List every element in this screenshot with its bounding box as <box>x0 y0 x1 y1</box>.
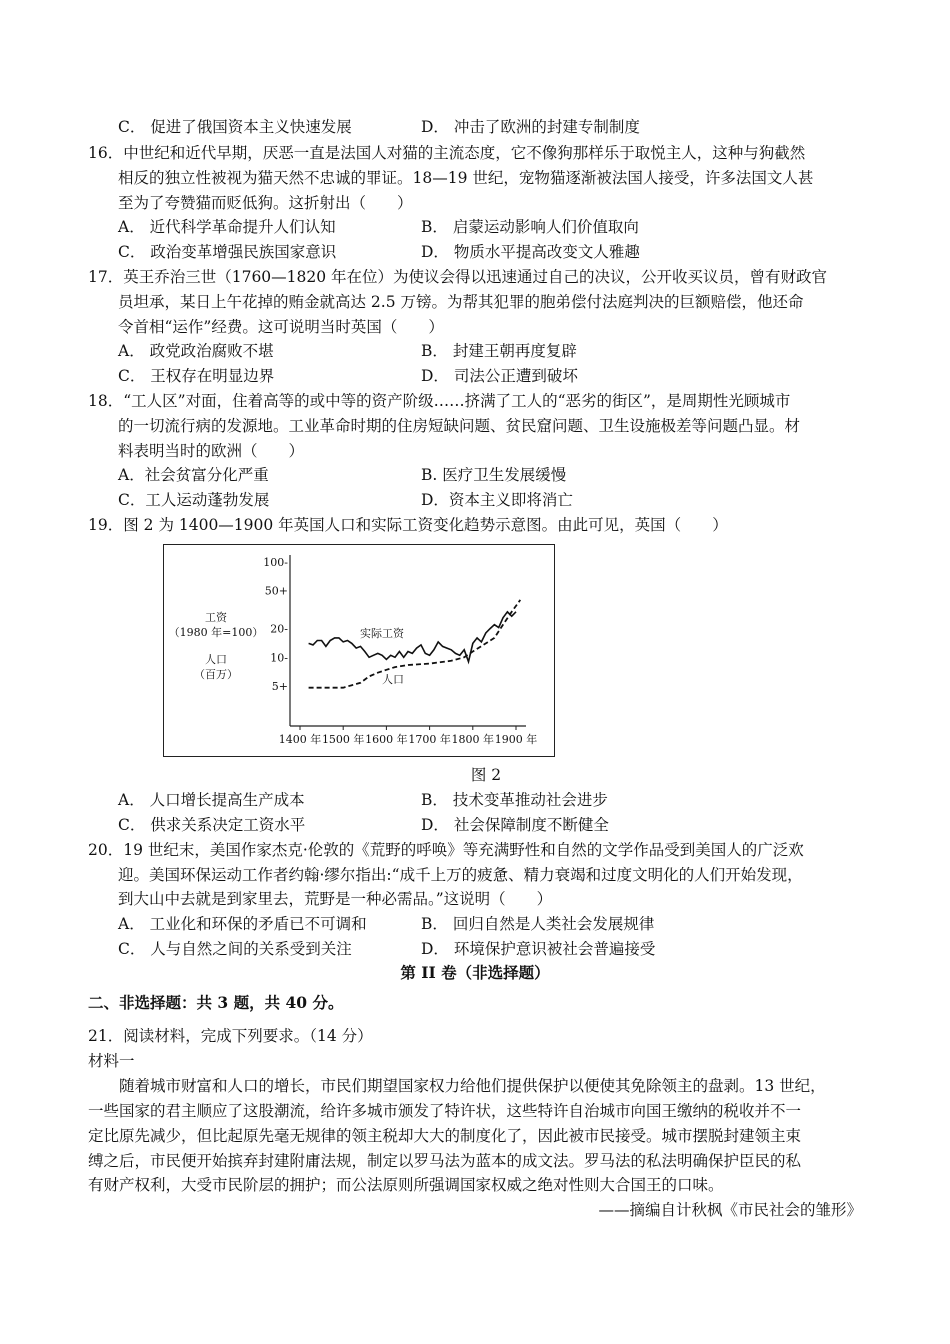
part-two-title: 第 II 卷（非选择题） <box>400 963 550 982</box>
y-tick-label: 5+ <box>271 680 288 693</box>
material-source: ——摘编自计秋枫《市民社会的雏形》 <box>598 1201 862 1219</box>
chart-y-ticks <box>263 556 288 693</box>
chart-series <box>309 600 521 688</box>
y-tick-label: 50+ <box>264 584 288 598</box>
q20-option-b: B． 回归自然是人类社会发展规律 <box>421 915 655 933</box>
x-tick-label: 1700 年 <box>408 733 451 746</box>
material-line-3: 定比原先减少，但比起原先毫无规律的领主税却大大的制度化了，因此被市民接受。城市摆脱封建领主束 <box>88 1127 802 1145</box>
q19-option-d: D． 社会保障制度不断健全 <box>421 816 609 834</box>
q17-option-a: A． 政党政治腐败不堪 <box>118 342 274 360</box>
y-tick-label: 10- <box>270 651 288 665</box>
q19-stem-line-1: 19．图 2 为 1400—1900 年英国人口和实际工资变化趋势示意图。由此可见，英国（ ） <box>88 516 728 534</box>
material-line-4: 缚之后，市民便开始摈弃封建附庸法规，制定以罗马法为蓝本的成文法。罗马法的私法明确保护臣民的私 <box>88 1152 802 1170</box>
material-line-1: 随着城市财富和人口的增长，市民们期望国家权力给他们提供保护以便使其免除领主的盘剥。13 世纪， <box>88 1077 826 1095</box>
q19-option-b: B． 技术变革推动社会进步 <box>421 791 608 809</box>
chart-labels <box>169 610 405 686</box>
series-line-population <box>309 600 521 688</box>
q18-stem-line-2: 的一切流行病的发源地。工业革命时期的住房短缺问题、贫民窟问题、卫生设施极差等问题凸显。材 <box>118 417 801 435</box>
q18-option-a: A．社会贫富分化严重 <box>118 466 269 484</box>
chart-x-ticks <box>279 726 538 746</box>
q16-stem-line-3: 至为了夸赞猫而贬低狗。这折射出（ ） <box>118 194 413 212</box>
x-tick-label: 1500 年 <box>321 733 365 746</box>
q15-option-d: D． 冲击了欧洲的封建专制制度 <box>421 118 640 136</box>
q17-option-c: C． 王权存在明显边界 <box>118 367 275 385</box>
wage-axis-unit: （1980 年=100） <box>168 626 264 639</box>
q16-option-c: C． 政治变革增强民族国家意识 <box>118 243 337 261</box>
figure-2-chart <box>163 544 555 757</box>
q17-stem-line-2: 员坦承，某日上午花掉的贿金就高达 2.5 万镑。为帮其犯罪的胞弟偿付法庭判决的巨额赔偿，他还命 <box>118 293 804 311</box>
q20-stem-line-2: 迎。美国环保运动工作者约翰·缪尔指出:“成千上万的疲惫、精力衰竭和过度文明化的人们开始发现， <box>118 866 803 884</box>
q16-option-a: A． 近代科学革命提升人们认知 <box>118 218 336 236</box>
q19-option-c: C． 供求关系决定工资水平 <box>118 816 306 834</box>
chart-svg <box>164 545 554 756</box>
x-tick-label: 1400 年 <box>278 733 322 746</box>
y-tick-label: 100- <box>263 556 288 569</box>
x-tick-label: 1600 年 <box>365 733 408 746</box>
material-one-label: 材料一 <box>88 1052 135 1070</box>
q21-heading: 21．阅读材料，完成下列要求。（14 分） <box>88 1027 373 1045</box>
q17-stem-line-1: 17．英王乔治三世（1760—1820 年在位）为使议会得以迅速通过自己的决议，公开收买议员，曾有财政官 <box>88 268 828 286</box>
q18-stem-line-3: 料表明当时的欧洲（ ） <box>118 442 305 460</box>
q18-option-c: C．工人运动蓬勃发展 <box>118 491 270 509</box>
q18-option-d: D．资本主义即将消亡 <box>421 491 573 509</box>
figure-caption: 图 2 <box>470 766 502 784</box>
q17-stem-line-3: 令首相“运作”经费。这可说明当时英国（ ） <box>118 318 444 336</box>
material-line-2: 一些国家的君主顺应了这股潮流，给许多城市颁发了特许状，这些特许自治城市向国王缴纳的税收并不一 <box>88 1102 802 1120</box>
population-axis-unit: （百万） <box>194 668 238 681</box>
q17-option-b: B． 封建王朝再度复辟 <box>421 342 577 360</box>
q18-option-b: B. 医疗卫生发展缓慢 <box>421 466 567 484</box>
real-wage-series-label: 实际工资 <box>360 627 404 640</box>
x-tick-label: 1800 年 <box>451 733 495 746</box>
x-tick-label: 1900 年 <box>494 733 538 746</box>
q16-option-d: D． 物质水平提高改变文人雅趣 <box>421 243 640 261</box>
population-axis-title: 人口 <box>205 653 227 666</box>
series-line-real-wage <box>309 612 516 662</box>
q20-stem-line-3: 到大山中去就是到家里去，荒野是一种必需品。”这说明（ ） <box>118 890 553 908</box>
q20-option-d: D． 环境保护意识被社会普遍接受 <box>421 940 656 958</box>
q20-option-c: C． 人与自然之间的关系受到关注 <box>118 940 352 958</box>
wage-axis-title: 工资 <box>205 611 227 624</box>
population-series-label: 人口 <box>382 673 404 686</box>
material-line-5: 有财产权利，大受市民阶层的拥护；而公法原则所强调国家权威之绝对性则大合国王的口味。 <box>88 1176 724 1194</box>
q16-stem-line-1: 16．中世纪和近代早期，厌恶一直是法国人对猫的主流态度，它不像狗那样乐于取悦主人，这种与狗截然 <box>88 144 806 162</box>
part-two-heading: 二、非选择题：共 3 题，共 40 分。 <box>88 993 344 1012</box>
y-tick-label: 20- <box>270 622 288 636</box>
q16-stem-line-2: 相反的独立性被视为猫天然不忠诚的罪证。18—19 世纪，宠物猫逐渐被法国人接受，许多法国文人甚 <box>118 169 814 187</box>
q17-option-d: D． 司法公正遭到破坏 <box>421 367 578 385</box>
q16-option-b: B． 启蒙运动影响人们价值取向 <box>421 218 639 236</box>
q18-stem-line-1: 18．“工人区”对面，住着高等的或中等的资产阶级……挤满了工人的“恶劣的街区”，是周期性光顾城市 <box>88 392 791 410</box>
q20-stem-line-1: 20．19 世纪末，美国作家杰克·伦敦的《荒野的呼唤》等充满野性和自然的文学作品受到美国人的广泛欢 <box>88 841 804 859</box>
q19-option-a: A． 人口增长提高生产成本 <box>118 791 305 809</box>
q15-option-c: C． 促进了俄国资本主义快速发展 <box>118 118 352 136</box>
q20-option-a: A． 工业化和环保的矛盾已不可调和 <box>118 915 367 933</box>
